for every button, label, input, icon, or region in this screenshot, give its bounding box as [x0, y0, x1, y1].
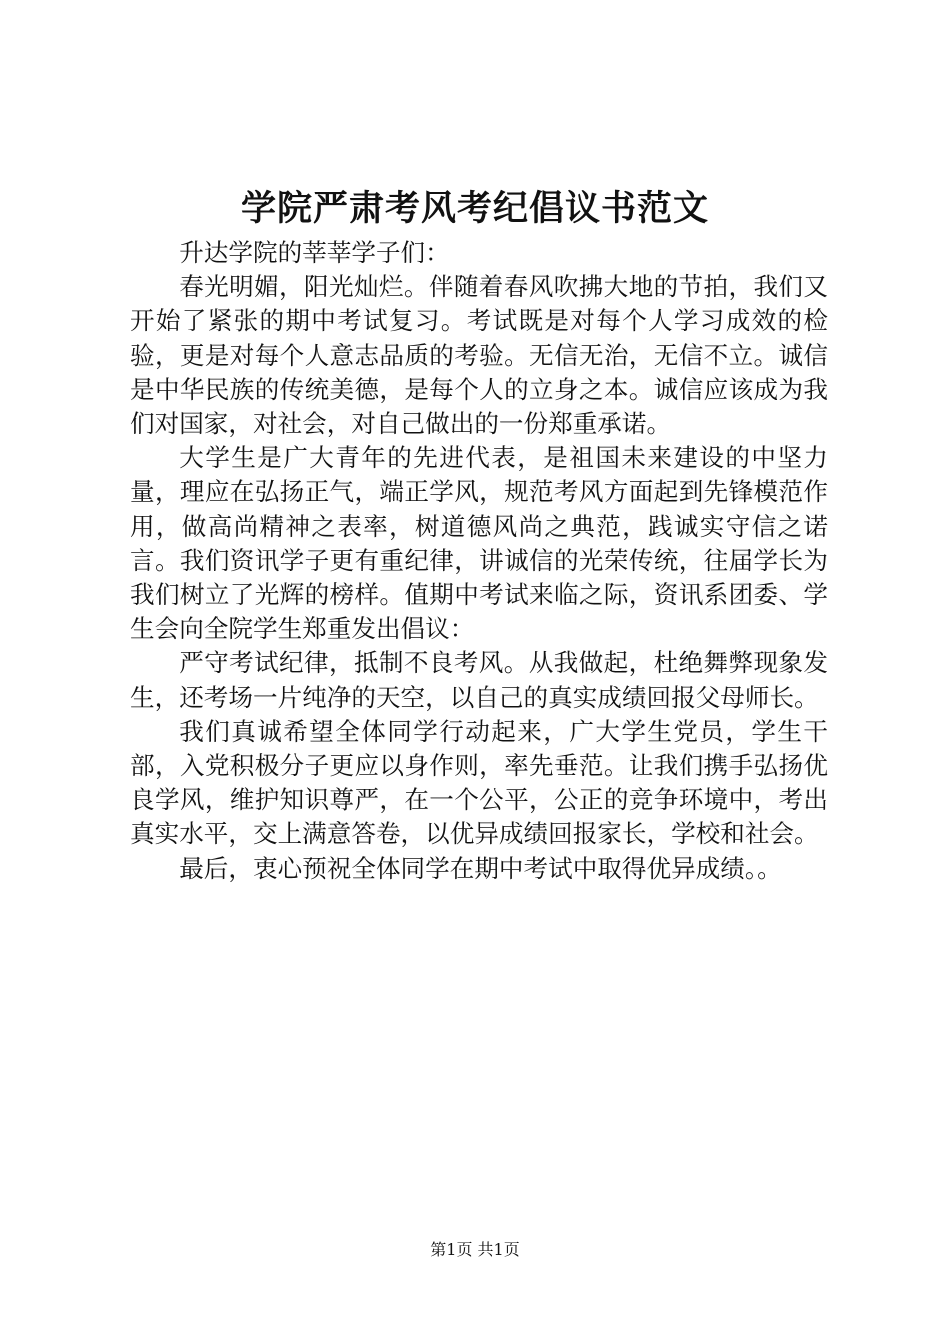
body-paragraph: 我们真诚希望全体同学行动起来，广大学生党员，学生干部，入党积极分子更应以身作则，率先垂范。让我们携手弘扬优良学风，维护知识尊严，在一个公平，公正的竞争环境中，考出真实水平，交上满意答卷，以优异成绩回报家长，学校和社会。: [130, 716, 828, 849]
body-paragraph: 严守考试纪律，抵制不良考风。从我做起，杜绝舞弊现象发生，还考场一片纯净的天空，以自己的真实成绩回报父母师长。: [130, 648, 828, 712]
closing-paragraph: 最后，衷心预祝全体同学在期中考试中取得优异成绩。。: [179, 853, 782, 883]
document-title: 学院严肃考风考纪倡议书范文: [240, 188, 709, 229]
body-paragraph: 大学生是广大青年的先进代表，是祖国未来建设的中坚力量，理应在弘扬正气，端正学风，规范考风方面起到先锋模范作用，做高尚精神之表率，树道德风尚之典范，践诚实守信之诺言。我们资讯学子更有重纪律，讲诚信的光荣传统，往届学长为我们树立了光辉的榜样。值期中考试来临之际，资讯系团委、学生会向全院学生郑重发出倡议：: [130, 443, 828, 644]
page-number-footer: 第1页 共1页: [430, 1240, 520, 1259]
salutation-paragraph: 升达学院的莘莘学子们：: [179, 238, 450, 267]
document-body: [130, 236, 828, 886]
body-paragraph: 春光明媚，阳光灿烂。伴随着春风吹拂大地的节拍，我们又开始了紧张的期中考试复习。考试既是对每个人学习成效的检验，更是对每个人意志品质的考验。无信无治，无信不立。诚信是中华民族的传统美德，是每个人的立身之本。诚信应该成为我们对国家，对社会，对自己做出的一份郑重承诺。: [130, 272, 828, 439]
